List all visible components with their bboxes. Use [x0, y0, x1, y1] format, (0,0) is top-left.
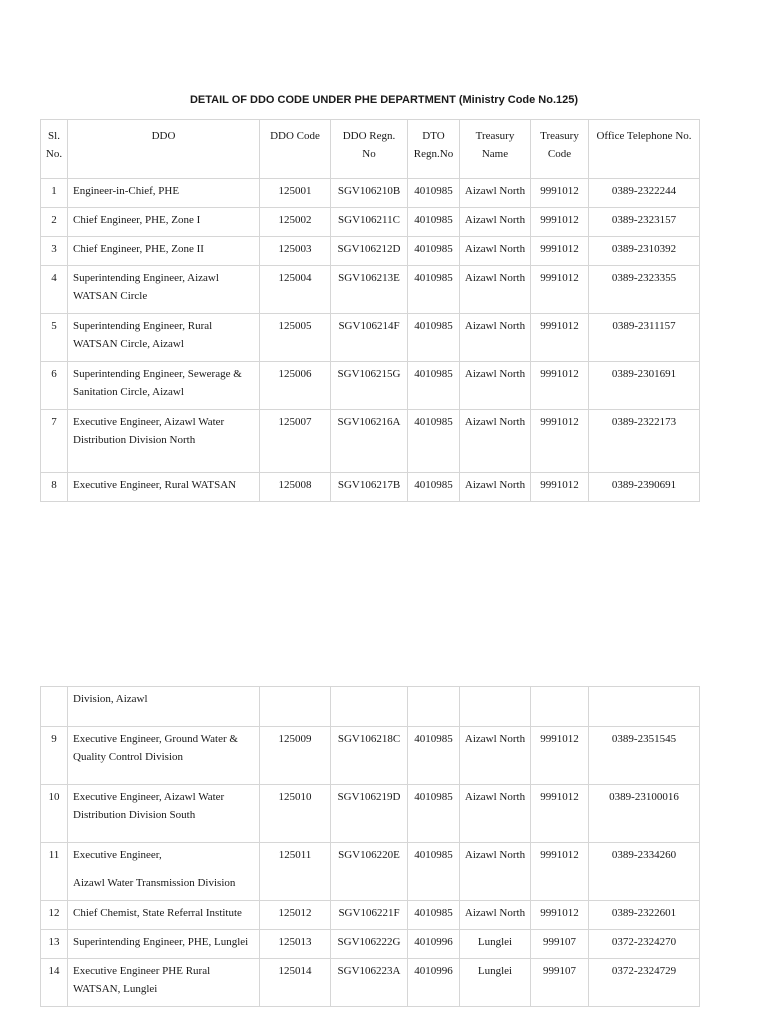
cell-office-telephone: 0389-2390691 [589, 473, 700, 502]
cell-ddo-code: 125001 [260, 179, 331, 208]
ddo-table [40, 119, 700, 502]
cell-dto-regn: 4010985 [408, 179, 460, 208]
table-row [41, 237, 700, 266]
cell-ddo-code: 125007 [260, 410, 331, 473]
cell-office-telephone: 0389-2323355 [589, 266, 700, 314]
header-sl [41, 120, 68, 179]
cell-ddo [68, 843, 260, 901]
cell-office-telephone: 0389-2322244 [589, 179, 700, 208]
cell-treasury-name: Aizawl North [460, 473, 531, 502]
header-sl-line2: No. [45, 147, 63, 160]
table-row [41, 901, 700, 930]
cell-ddo-line: Chief Engineer, PHE, Zone II [73, 243, 204, 255]
cell-treasury-code: 9991012 [531, 314, 589, 362]
cell-dto-regn: 4010996 [408, 959, 460, 1007]
cell-ddo-regn: SGV106223A [331, 959, 408, 1007]
cell-sl: 14 [41, 959, 68, 1007]
header-dto-regn-line2: Regn.No [413, 147, 454, 160]
continuation-sl [41, 687, 68, 727]
header-treasury-code-line1: Treasury [540, 130, 579, 142]
cell-ddo-code: 125008 [260, 473, 331, 502]
cell-ddo-code: 125002 [260, 208, 331, 237]
cell-ddo [68, 208, 260, 237]
continuation-empty [331, 687, 408, 727]
cell-ddo-line: Aizawl Water Transmission Division [73, 876, 236, 889]
table-row [41, 410, 700, 473]
cell-treasury-name: Lunglei [460, 959, 531, 1007]
cell-treasury-name: Aizawl North [460, 843, 531, 901]
cell-dto-regn: 4010985 [408, 362, 460, 410]
header-row [41, 120, 700, 179]
table-row [41, 362, 700, 410]
cell-ddo-line: Engineer-in-Chief, PHE [73, 185, 180, 197]
cell-treasury-name: Aizawl North [460, 785, 531, 843]
header-dto-regn-line1: DTO [422, 130, 445, 142]
cell-dto-regn: 4010985 [408, 208, 460, 237]
continuation-row [41, 687, 700, 727]
cell-dto-regn: 4010985 [408, 314, 460, 362]
cell-ddo-line: Superintending Engineer, Aizawl [73, 272, 219, 284]
cell-sl: 8 [41, 473, 68, 502]
cell-office-telephone: 0389-23100016 [589, 785, 700, 843]
cell-treasury-name: Aizawl North [460, 410, 531, 473]
table-row [41, 959, 700, 1007]
table-row [41, 208, 700, 237]
cell-ddo-line: Superintending Engineer, Sewerage & [73, 368, 242, 380]
cell-ddo-line: WATSAN Circle [73, 289, 148, 302]
cell-office-telephone: 0372-2324270 [589, 930, 700, 959]
cell-treasury-name: Aizawl North [460, 314, 531, 362]
cell-dto-regn: 4010985 [408, 473, 460, 502]
cell-ddo-line: Executive Engineer, Ground Water & [73, 733, 238, 745]
cell-sl: 4 [41, 266, 68, 314]
header-treasury-name-line2: Name [481, 147, 509, 160]
cell-treasury-code: 9991012 [531, 208, 589, 237]
cell-dto-regn: 4010985 [408, 901, 460, 930]
table-row [41, 266, 700, 314]
cell-ddo-line: Sanitation Circle, Aizawl [73, 385, 184, 398]
continuation-empty [460, 687, 531, 727]
cell-ddo-line: Distribution Division North [73, 433, 196, 446]
cell-ddo-regn: SGV106217B [331, 473, 408, 502]
cell-ddo-regn: SGV106210B [331, 179, 408, 208]
cell-ddo-code: 125012 [260, 901, 331, 930]
cell-ddo-line: Executive Engineer, Aizawl Water [73, 416, 225, 428]
cell-office-telephone: 0389-2301691 [589, 362, 700, 410]
cell-ddo-regn: SGV106219D [331, 785, 408, 843]
cell-ddo [68, 362, 260, 410]
cell-office-telephone: 0372-2324729 [589, 959, 700, 1007]
table-row [41, 785, 700, 843]
cell-treasury-code: 9991012 [531, 410, 589, 473]
cell-sl: 3 [41, 237, 68, 266]
cell-treasury-code: 9991012 [531, 843, 589, 901]
cell-treasury-name: Aizawl North [460, 179, 531, 208]
table-row [41, 930, 700, 959]
continuation-empty [408, 687, 460, 727]
cell-ddo-line: Chief Engineer, PHE, Zone I [73, 214, 201, 226]
cell-dto-regn: 4010985 [408, 785, 460, 843]
header-ddo-code: DDO Code [260, 120, 331, 179]
cell-ddo [68, 959, 260, 1007]
cell-treasury-name: Aizawl North [460, 362, 531, 410]
cell-sl: 13 [41, 930, 68, 959]
header-treasury-code-line2: Code [547, 147, 572, 160]
cell-ddo-regn: SGV106222G [331, 930, 408, 959]
cell-ddo [68, 314, 260, 362]
cell-ddo [68, 266, 260, 314]
page-title: DETAIL OF DDO CODE UNDER PHE DEPARTMENT (Ministry Code No.125) [189, 94, 579, 106]
table-row [41, 473, 700, 502]
cell-ddo-line: Superintending Engineer, PHE, Lunglei [73, 936, 249, 948]
cell-treasury-code: 9991012 [531, 362, 589, 410]
cell-treasury-code: 9991012 [531, 237, 589, 266]
cell-treasury-code: 9991012 [531, 727, 589, 785]
cell-sl: 9 [41, 727, 68, 785]
cell-treasury-code: 999107 [531, 959, 589, 1007]
cell-ddo-line: WATSAN, Lunglei [73, 982, 158, 995]
cell-treasury-code: 999107 [531, 930, 589, 959]
cell-office-telephone: 0389-2322601 [589, 901, 700, 930]
cell-ddo-regn: SGV106215G [331, 362, 408, 410]
cell-dto-regn: 4010985 [408, 727, 460, 785]
cell-ddo-regn: SGV106212D [331, 237, 408, 266]
cell-ddo [68, 901, 260, 930]
header-sl-line1: Sl. [48, 130, 60, 142]
continuation-empty [531, 687, 589, 727]
cell-ddo-code: 125005 [260, 314, 331, 362]
cell-ddo-code: 125014 [260, 959, 331, 1007]
header-treasury-code [531, 120, 589, 179]
cell-ddo-code: 125011 [260, 843, 331, 901]
continuation-empty [589, 687, 700, 727]
header-treasury-name [460, 120, 531, 179]
cell-ddo-regn: SGV106220E [331, 843, 408, 901]
cell-ddo-code: 125006 [260, 362, 331, 410]
continuation-ddo: Division, Aizawl [68, 687, 260, 727]
cell-ddo [68, 930, 260, 959]
cell-dto-regn: 4010985 [408, 266, 460, 314]
cell-ddo-line: Chief Chemist, State Referral Institute [73, 907, 242, 919]
cell-office-telephone: 0389-2322173 [589, 410, 700, 473]
cell-ddo-regn: SGV106214F [331, 314, 408, 362]
cell-ddo-line: Executive Engineer PHE Rural [73, 965, 211, 977]
cell-treasury-code: 9991012 [531, 901, 589, 930]
header-dto-regn [408, 120, 460, 179]
cell-sl: 5 [41, 314, 68, 362]
cell-ddo-regn: SGV106218C [331, 727, 408, 785]
header-office-telephone: Office Telephone No. [589, 120, 700, 179]
cell-sl: 12 [41, 901, 68, 930]
cell-ddo-line: Quality Control Division [73, 750, 183, 763]
ddo-table-continued [40, 686, 700, 1007]
header-treasury-name-line1: Treasury [475, 130, 515, 142]
cell-ddo [68, 179, 260, 208]
continuation-empty [260, 687, 331, 727]
cell-ddo-regn: SGV106213E [331, 266, 408, 314]
table-row [41, 843, 700, 901]
line-gap [73, 865, 259, 875]
cell-sl: 6 [41, 362, 68, 410]
cell-ddo-regn: SGV106216A [331, 410, 408, 473]
header-ddo-regn-line2: No [362, 147, 376, 160]
cell-dto-regn: 4010996 [408, 930, 460, 959]
cell-ddo-line: Executive Engineer, Aizawl Water [73, 791, 225, 803]
cell-ddo-line: Superintending Engineer, Rural [73, 320, 213, 332]
header-ddo: DDO [68, 120, 260, 179]
cell-ddo-code: 125009 [260, 727, 331, 785]
cell-ddo-code: 125004 [260, 266, 331, 314]
cell-ddo-line: Executive Engineer, Rural WATSAN [73, 479, 237, 491]
cell-office-telephone: 0389-2334260 [589, 843, 700, 901]
cell-ddo-line: Distribution Division South [73, 808, 196, 821]
cell-treasury-name: Aizawl North [460, 266, 531, 314]
cell-ddo [68, 473, 260, 502]
cell-treasury-name: Lunglei [460, 930, 531, 959]
cell-ddo-regn: SGV106221F [331, 901, 408, 930]
cell-treasury-code: 9991012 [531, 266, 589, 314]
cell-treasury-name: Aizawl North [460, 901, 531, 930]
cell-ddo [68, 410, 260, 473]
cell-sl: 7 [41, 410, 68, 473]
cell-ddo [68, 727, 260, 785]
cell-dto-regn: 4010985 [408, 410, 460, 473]
cell-treasury-name: Aizawl North [460, 727, 531, 785]
cell-dto-regn: 4010985 [408, 237, 460, 266]
cell-sl: 10 [41, 785, 68, 843]
header-ddo-regn-line1: DDO Regn. [342, 130, 396, 142]
cell-treasury-code: 9991012 [531, 179, 589, 208]
cell-ddo-code: 125010 [260, 785, 331, 843]
header-ddo-regn [331, 120, 408, 179]
cell-ddo-regn: SGV106211C [331, 208, 408, 237]
table-row [41, 727, 700, 785]
cell-office-telephone: 0389-2323157 [589, 208, 700, 237]
cell-ddo [68, 237, 260, 266]
cell-sl: 2 [41, 208, 68, 237]
cell-sl: 1 [41, 179, 68, 208]
cell-treasury-name: Aizawl North [460, 208, 531, 237]
cell-office-telephone: 0389-2351545 [589, 727, 700, 785]
cell-ddo [68, 785, 260, 843]
cell-office-telephone: 0389-2311157 [589, 314, 700, 362]
table-row [41, 179, 700, 208]
cell-dto-regn: 4010985 [408, 843, 460, 901]
cell-treasury-code: 9991012 [531, 473, 589, 502]
cell-ddo-line: WATSAN Circle, Aizawl [73, 337, 184, 350]
cell-sl: 11 [41, 843, 68, 901]
cell-office-telephone: 0389-2310392 [589, 237, 700, 266]
cell-treasury-code: 9991012 [531, 785, 589, 843]
table-row [41, 314, 700, 362]
cell-ddo-code: 125003 [260, 237, 331, 266]
cell-treasury-name: Aizawl North [460, 237, 531, 266]
cell-ddo-line: Executive Engineer, [73, 849, 162, 861]
cell-ddo-code: 125013 [260, 930, 331, 959]
